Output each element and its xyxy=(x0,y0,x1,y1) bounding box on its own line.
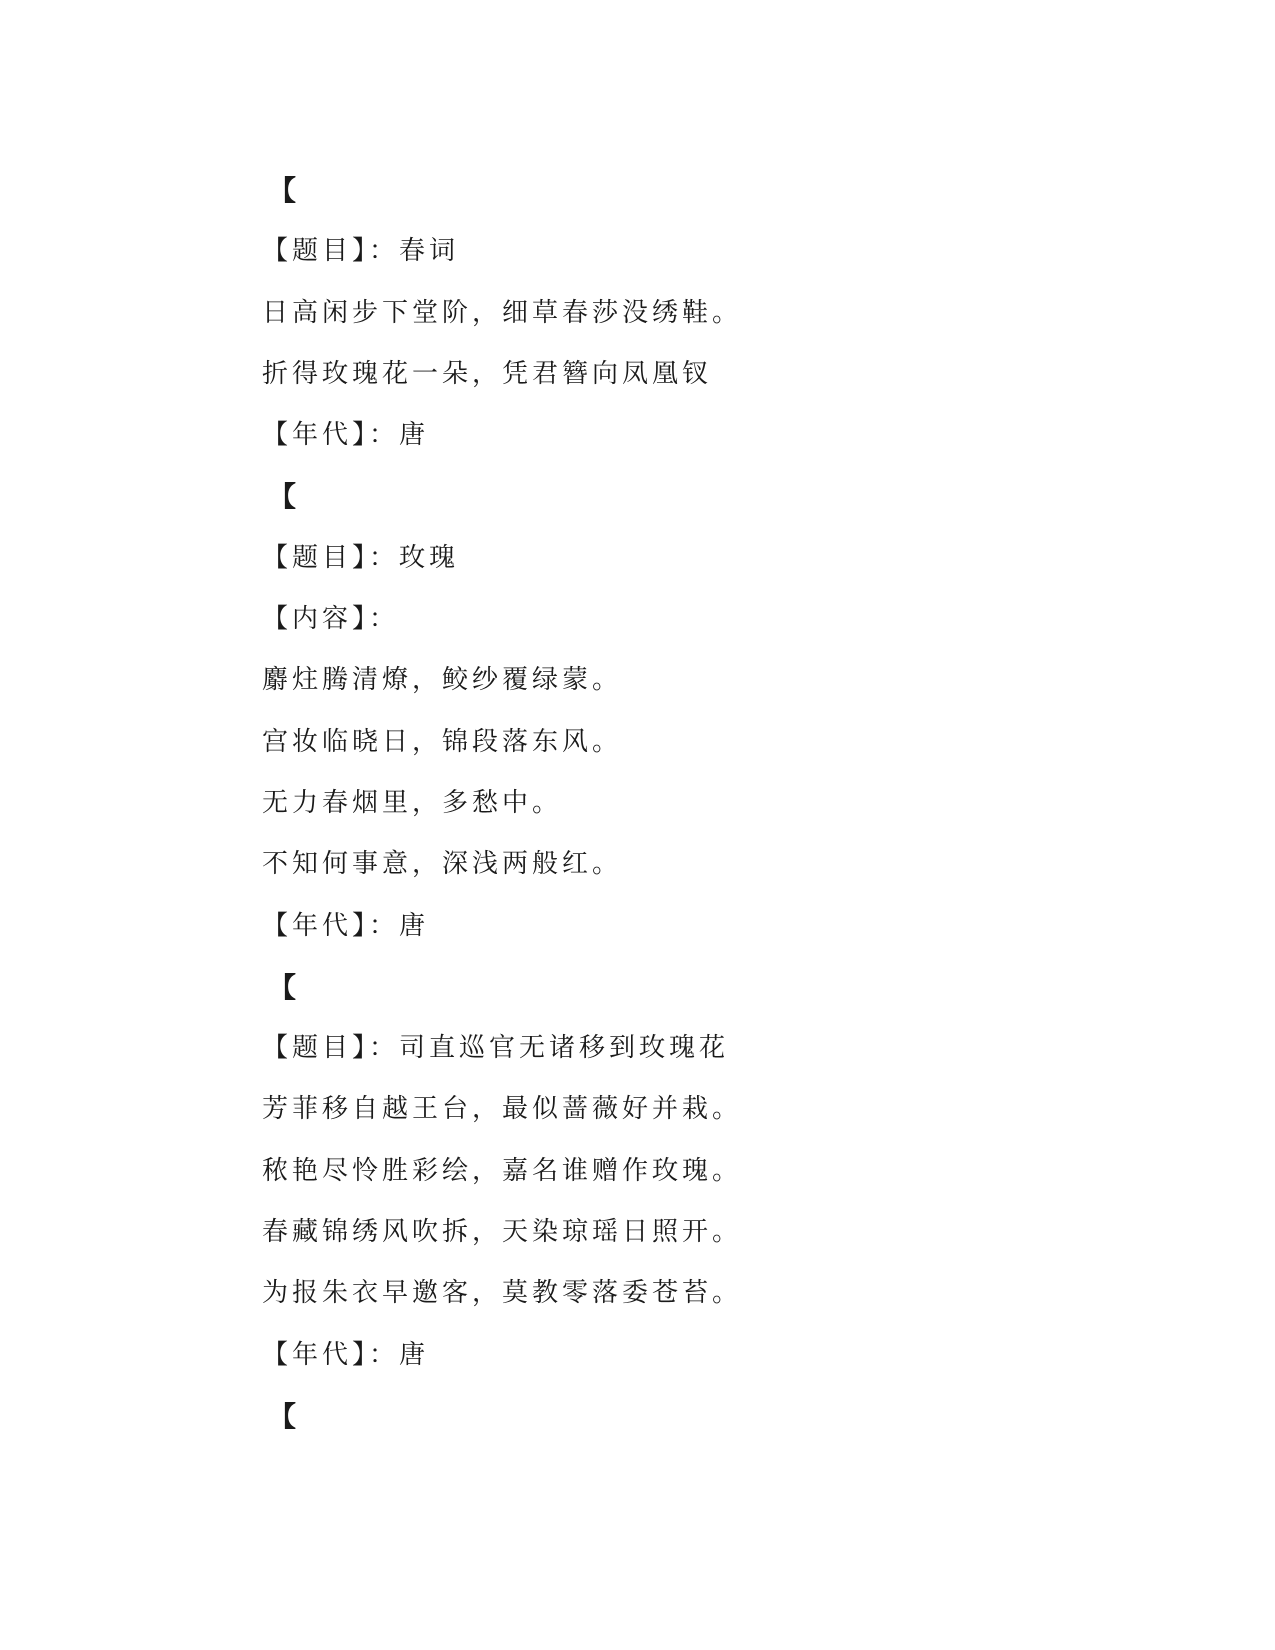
section-bracket: 【 xyxy=(268,174,297,207)
poem-verse-line: 麝炷腾清燎，鲛纱覆绿蒙。 xyxy=(262,665,623,696)
poem-title-line: 【题目】：玫瑰 xyxy=(262,542,460,573)
poem-title-line: 【题目】：春词 xyxy=(262,236,460,267)
poem-verse-line: 折得玫瑰花一朵，凭君簪向凤凰钗 xyxy=(262,358,713,389)
poem-era-line: 【年代】：唐 xyxy=(262,1339,430,1370)
document-body xyxy=(262,160,1022,1447)
poem-verse-line: 不知何事意，深浅两般红。 xyxy=(262,849,623,880)
poem-content-label: 【内容】： xyxy=(262,604,400,635)
poem-verse-line: 为报朱衣早邀客，莫教零落委苍苔。 xyxy=(262,1278,743,1309)
poem-verse-line: 无力春烟里，多愁中。 xyxy=(262,787,563,818)
poem-verse-line: 宫妆临晓日，锦段落东风。 xyxy=(262,726,623,757)
poem-verse-line: 秾艳尽怜胜彩绘，嘉名谁赠作玫瑰。 xyxy=(262,1155,743,1186)
poem-era-line: 【年代】：唐 xyxy=(262,910,430,941)
section-bracket: 【 xyxy=(268,970,297,1004)
poem-era-line: 【年代】：唐 xyxy=(262,420,430,451)
section-bracket: 【 xyxy=(268,480,297,514)
poem-verse-line: 日高闲步下堂阶，细草春莎没绣鞋。 xyxy=(262,297,743,328)
poem-verse-line: 芳菲移自越王台，最似蔷薇好并栽。 xyxy=(262,1094,743,1125)
poem-title-line: 【题目】：司直巡官无诸移到玫瑰花 xyxy=(262,1033,730,1064)
section-bracket: 【 xyxy=(268,1399,297,1433)
poem-verse-line: 春藏锦绣风吹拆，天染琼瑶日照开。 xyxy=(262,1217,743,1248)
